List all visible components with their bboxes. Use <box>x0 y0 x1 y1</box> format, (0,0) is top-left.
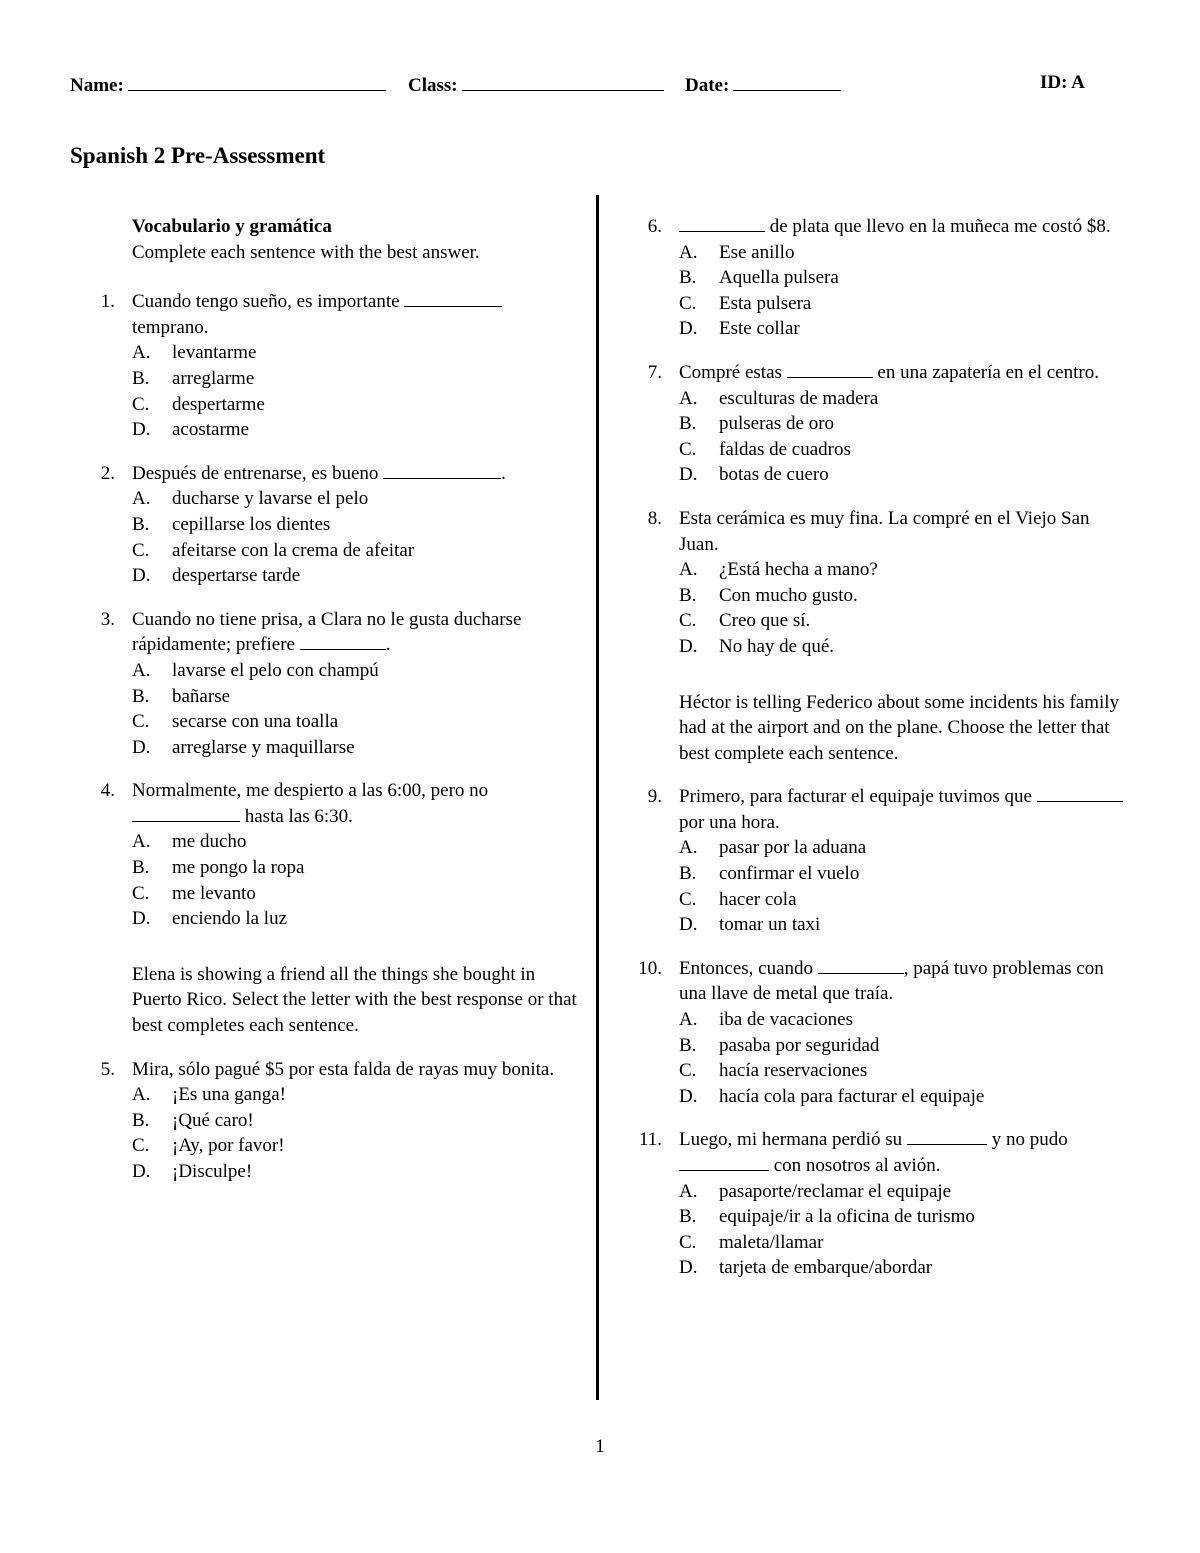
option-letter: C. <box>679 292 697 314</box>
answer-option[interactable] <box>679 608 1131 634</box>
option-letter: A. <box>132 342 151 364</box>
question-text: y no pudo <box>986 1129 1068 1151</box>
answer-option[interactable] <box>679 583 1131 609</box>
option-text: botas de cuero <box>719 464 829 486</box>
answer-options <box>679 835 1131 937</box>
option-letter: B. <box>679 413 697 435</box>
answer-option[interactable] <box>679 1255 1131 1281</box>
date-field[interactable] <box>685 72 841 97</box>
option-text: secarse con una toalla <box>172 711 339 733</box>
left-column <box>100 214 580 1203</box>
question-number: 10. <box>638 957 662 979</box>
option-text: ¡Es una ganga! <box>172 1084 286 1106</box>
class-label: Class: <box>408 75 458 96</box>
option-text: ¡Qué caro! <box>172 1109 254 1131</box>
option-letter: A. <box>679 387 698 409</box>
answer-options <box>132 658 580 760</box>
answer-option[interactable] <box>132 512 580 538</box>
option-text: ¡Ay, por favor! <box>172 1135 285 1157</box>
page-number: 1 <box>595 1436 605 1457</box>
question-stem <box>679 956 1131 1007</box>
option-text: ¡Disculpe! <box>172 1161 253 1182</box>
answer-option[interactable] <box>132 1108 580 1134</box>
option-text: confirmar el vuelo <box>719 863 860 885</box>
option-text: me ducho <box>172 831 247 853</box>
option-letter: A. <box>132 1084 151 1106</box>
question-number: 11. <box>638 1129 662 1151</box>
question-text: hasta las 6:30. <box>240 805 353 827</box>
question-text: temprano. <box>132 316 209 338</box>
option-text: Creo que sí. <box>719 610 811 632</box>
answer-option[interactable] <box>679 437 1131 463</box>
answer-option[interactable] <box>679 291 1131 317</box>
option-letter: B. <box>679 1206 697 1228</box>
answer-options <box>679 386 1131 488</box>
question-1 <box>100 289 580 443</box>
option-letter: D. <box>679 914 698 936</box>
question-text: Normalmente, me despierto a las 6:00, pero no <box>132 780 489 802</box>
option-letter: D. <box>679 464 698 486</box>
answer-option[interactable] <box>679 1058 1131 1084</box>
question-stem <box>132 289 580 340</box>
option-text: afeitarse con la crema de afeitar <box>172 539 415 561</box>
answer-option[interactable] <box>132 1133 580 1159</box>
question-text: Entonces, cuando <box>679 957 818 979</box>
question-stem <box>679 214 1131 240</box>
option-letter: D. <box>132 908 151 930</box>
option-letter: B. <box>132 367 150 389</box>
question-text: Esta cerámica es muy fina. La compré en el Viejo San Juan. <box>679 507 1090 555</box>
option-letter: D. <box>679 318 698 340</box>
answer-blank[interactable] <box>679 1153 769 1171</box>
date-blank[interactable] <box>733 72 841 91</box>
option-letter: A. <box>132 831 151 853</box>
name-blank[interactable] <box>128 72 386 91</box>
option-text: tomar un taxi <box>719 914 821 936</box>
answer-option[interactable] <box>679 316 1131 342</box>
answer-options <box>132 486 580 588</box>
option-text: levantarme <box>172 342 257 364</box>
option-letter: D. <box>132 565 151 587</box>
passage-elena: Elena is showing a friend all the things she bought in Puerto Rico. Select the letter with the best response or that best completes each sentence. <box>132 963 577 1037</box>
class-field[interactable] <box>408 72 664 97</box>
section-heading: Vocabulario y gramática <box>132 216 332 237</box>
header <box>70 72 1110 100</box>
option-text: pasar por la aduana <box>719 837 867 859</box>
question-text: por una hora. <box>679 811 780 833</box>
option-text: acostarme <box>172 419 250 441</box>
answer-option[interactable] <box>679 386 1131 412</box>
option-text: cepillarse los dientes <box>172 513 331 535</box>
answer-option[interactable] <box>679 861 1131 887</box>
answer-option[interactable] <box>679 411 1131 437</box>
name-label: Name: <box>70 75 124 96</box>
passage-hector: Héctor is telling Federico about some incidents his family had at the airport and on the plane. Choose the letter that best complete each sentence. <box>679 691 1120 764</box>
question-stem <box>132 607 580 658</box>
option-text: Aquella pulsera <box>719 267 839 289</box>
answer-options <box>132 1082 580 1184</box>
question-stem <box>679 784 1131 835</box>
question-text: Luego, mi hermana perdió su <box>679 1129 907 1151</box>
option-text: arreglarse y maquillarse <box>172 736 355 758</box>
question-text: Mira, sólo pagué $5 por esta falda de rayas muy bonita. <box>132 1058 555 1080</box>
question-stem <box>132 778 580 829</box>
answer-option[interactable] <box>132 392 580 418</box>
question-number: 3. <box>100 608 115 630</box>
name-field[interactable] <box>70 72 386 97</box>
option-text: pasaporte/reclamar el equipaje <box>719 1180 952 1202</box>
answer-option[interactable] <box>132 709 580 735</box>
answer-option[interactable] <box>132 417 580 443</box>
option-letter: A. <box>679 1009 698 1031</box>
answer-option[interactable] <box>679 462 1131 488</box>
class-blank[interactable] <box>462 72 664 91</box>
answer-option[interactable] <box>132 366 580 392</box>
option-letter: A. <box>679 559 698 581</box>
option-letter: D. <box>132 1161 151 1182</box>
option-text: despertarse tarde <box>172 565 301 587</box>
answer-options <box>132 340 580 442</box>
option-text: me pongo la ropa <box>172 857 305 879</box>
option-text: No hay de qué. <box>719 635 835 657</box>
option-text: despertarme <box>172 393 265 415</box>
question-text: , papá tuvo problemas con una llave de metal que traía. <box>679 957 1104 1005</box>
option-letter: A. <box>132 488 151 510</box>
question-number: 6. <box>647 216 662 237</box>
answer-blank[interactable] <box>300 632 386 650</box>
question-7 <box>647 360 1131 488</box>
option-letter: A. <box>679 1180 698 1202</box>
question-group <box>100 1057 580 1185</box>
question-text: Cuando no tiene prisa, a Clara no le gusta ducharse rápidamente; prefiere <box>132 608 522 656</box>
answer-blank[interactable] <box>787 360 873 378</box>
option-letter: C. <box>132 882 150 904</box>
answer-option[interactable] <box>679 887 1131 913</box>
option-letter: D. <box>679 1085 698 1107</box>
option-text: equipaje/ir a la oficina de turismo <box>719 1206 975 1228</box>
option-text: maleta/llamar <box>719 1231 824 1253</box>
option-letter: B. <box>132 1109 150 1131</box>
question-number: 1. <box>100 291 115 313</box>
question-group <box>647 214 1131 660</box>
option-text: bañarse <box>172 685 231 707</box>
answer-options <box>679 557 1131 659</box>
option-text: hacía cola para facturar el equipaje <box>719 1085 985 1107</box>
answer-option[interactable] <box>679 265 1131 291</box>
answer-option[interactable] <box>132 340 580 366</box>
option-text: faldas de cuadros <box>719 438 851 460</box>
question-5 <box>100 1057 580 1185</box>
answer-option[interactable] <box>132 684 580 710</box>
question-number: 9. <box>647 786 662 808</box>
option-text: arreglarme <box>172 367 255 389</box>
option-letter: C. <box>679 1231 697 1253</box>
answer-option[interactable] <box>679 1084 1131 1110</box>
answer-options <box>679 1007 1131 1109</box>
answer-option[interactable] <box>679 240 1131 266</box>
question-stem <box>132 461 580 487</box>
answer-option[interactable] <box>132 855 580 881</box>
question-text: Primero, para facturar el equipaje tuvimos que <box>679 786 1037 808</box>
option-text: esculturas de madera <box>719 387 879 409</box>
section-instruction: Complete each sentence with the best answer. <box>132 241 480 263</box>
question-4 <box>100 778 580 932</box>
answer-option[interactable] <box>679 1230 1131 1256</box>
option-letter: C. <box>679 610 697 632</box>
question-group <box>100 289 580 932</box>
answer-options <box>132 829 580 931</box>
option-letter: B. <box>132 685 150 707</box>
answer-option[interactable] <box>132 1082 580 1108</box>
question-11 <box>638 1127 1131 1281</box>
option-letter: C. <box>679 438 697 460</box>
answer-option[interactable] <box>679 1179 1131 1205</box>
answer-option[interactable] <box>679 1204 1131 1230</box>
option-letter: D. <box>679 635 698 657</box>
answer-option[interactable] <box>132 538 580 564</box>
option-letter: C. <box>679 888 697 910</box>
question-10 <box>638 956 1131 1110</box>
option-letter: B. <box>679 1034 697 1056</box>
option-text: enciendo la luz <box>172 908 288 930</box>
answer-blank[interactable] <box>818 956 904 974</box>
answer-option[interactable] <box>679 634 1131 660</box>
answer-blank[interactable] <box>404 289 502 307</box>
option-text: Con mucho gusto. <box>719 584 858 606</box>
question-stem <box>679 1127 1131 1178</box>
option-letter: D. <box>679 1257 698 1279</box>
option-letter: C. <box>132 1135 150 1157</box>
answer-option[interactable] <box>679 835 1131 861</box>
answer-blank[interactable] <box>383 461 501 479</box>
answer-options <box>679 1179 1131 1281</box>
answer-option[interactable] <box>679 1007 1131 1033</box>
answer-option[interactable] <box>132 881 580 907</box>
option-letter: B. <box>132 857 150 879</box>
question-text: de plata que llevo en la muñeca me costó $8. <box>765 216 1111 237</box>
question-stem <box>679 360 1131 386</box>
option-letter: D. <box>132 419 151 441</box>
question-3 <box>100 607 580 761</box>
option-text: ducharse y lavarse el pelo <box>172 488 369 510</box>
option-letter: B. <box>679 584 697 606</box>
option-text: Este collar <box>719 318 800 340</box>
option-letter: B. <box>132 513 150 535</box>
option-text: ¿Está hecha a mano? <box>719 559 878 581</box>
question-8 <box>647 506 1131 660</box>
option-letter: D. <box>132 736 151 758</box>
option-text: tarjeta de embarque/abordar <box>719 1257 933 1279</box>
answer-blank[interactable] <box>907 1127 987 1145</box>
question-text: Cuando tengo sueño, es importante <box>132 291 405 313</box>
option-text: hacer cola <box>719 888 797 910</box>
option-letter: B. <box>679 863 697 885</box>
question-6 <box>647 214 1131 342</box>
right-column <box>638 214 1131 1299</box>
option-text: hacía reservaciones <box>719 1060 868 1082</box>
column-divider <box>596 195 599 1400</box>
question-text: Compré estas <box>679 361 787 383</box>
answer-blank[interactable] <box>679 214 765 232</box>
question-text: Después de entrenarse, es bueno <box>132 462 384 484</box>
option-text: pasaba por seguridad <box>719 1034 880 1056</box>
option-text: Ese anillo <box>719 241 795 263</box>
option-letter: A. <box>132 659 151 681</box>
question-text: en una zapatería en el centro. <box>872 361 1099 383</box>
question-group <box>638 784 1131 1281</box>
answer-options <box>679 240 1131 342</box>
answer-option[interactable] <box>679 912 1131 938</box>
question-number: 5. <box>100 1058 115 1080</box>
answer-option[interactable] <box>132 486 580 512</box>
option-letter: C. <box>132 539 150 561</box>
option-letter: C. <box>679 1060 697 1082</box>
question-text: con nosotros al avión. <box>769 1155 941 1176</box>
option-letter: B. <box>679 267 697 289</box>
answer-option[interactable] <box>132 829 580 855</box>
answer-option[interactable] <box>679 557 1131 583</box>
answer-blank[interactable] <box>1037 784 1123 802</box>
option-text: Esta pulsera <box>719 292 812 314</box>
answer-option[interactable] <box>132 735 580 761</box>
answer-option[interactable] <box>132 658 580 684</box>
question-2 <box>100 461 580 589</box>
option-text: iba de vacaciones <box>719 1009 853 1031</box>
question-number: 8. <box>647 507 662 529</box>
question-text: . <box>385 634 391 656</box>
question-number: 4. <box>100 780 115 802</box>
option-letter: C. <box>132 393 150 415</box>
answer-blank[interactable] <box>132 804 240 822</box>
answer-option[interactable] <box>679 1033 1131 1059</box>
question-text: . <box>501 462 506 484</box>
id-label: ID: A <box>1040 72 1085 93</box>
answer-option[interactable] <box>132 1159 580 1185</box>
answer-option[interactable] <box>132 906 580 932</box>
option-text: pulseras de oro <box>719 413 835 435</box>
question-9 <box>647 784 1131 938</box>
option-letter: A. <box>679 837 698 859</box>
option-text: me levanto <box>172 882 256 904</box>
answer-option[interactable] <box>132 563 580 589</box>
option-text: lavarse el pelo con champú <box>172 659 379 681</box>
question-number: 7. <box>647 361 662 383</box>
option-letter: A. <box>679 241 698 263</box>
page-title: Spanish 2 Pre-Assessment <box>70 143 326 168</box>
question-stem <box>679 506 1131 557</box>
question-stem <box>132 1057 580 1083</box>
option-letter: C. <box>132 711 150 733</box>
date-label: Date: <box>685 75 730 96</box>
question-number: 2. <box>100 462 115 484</box>
